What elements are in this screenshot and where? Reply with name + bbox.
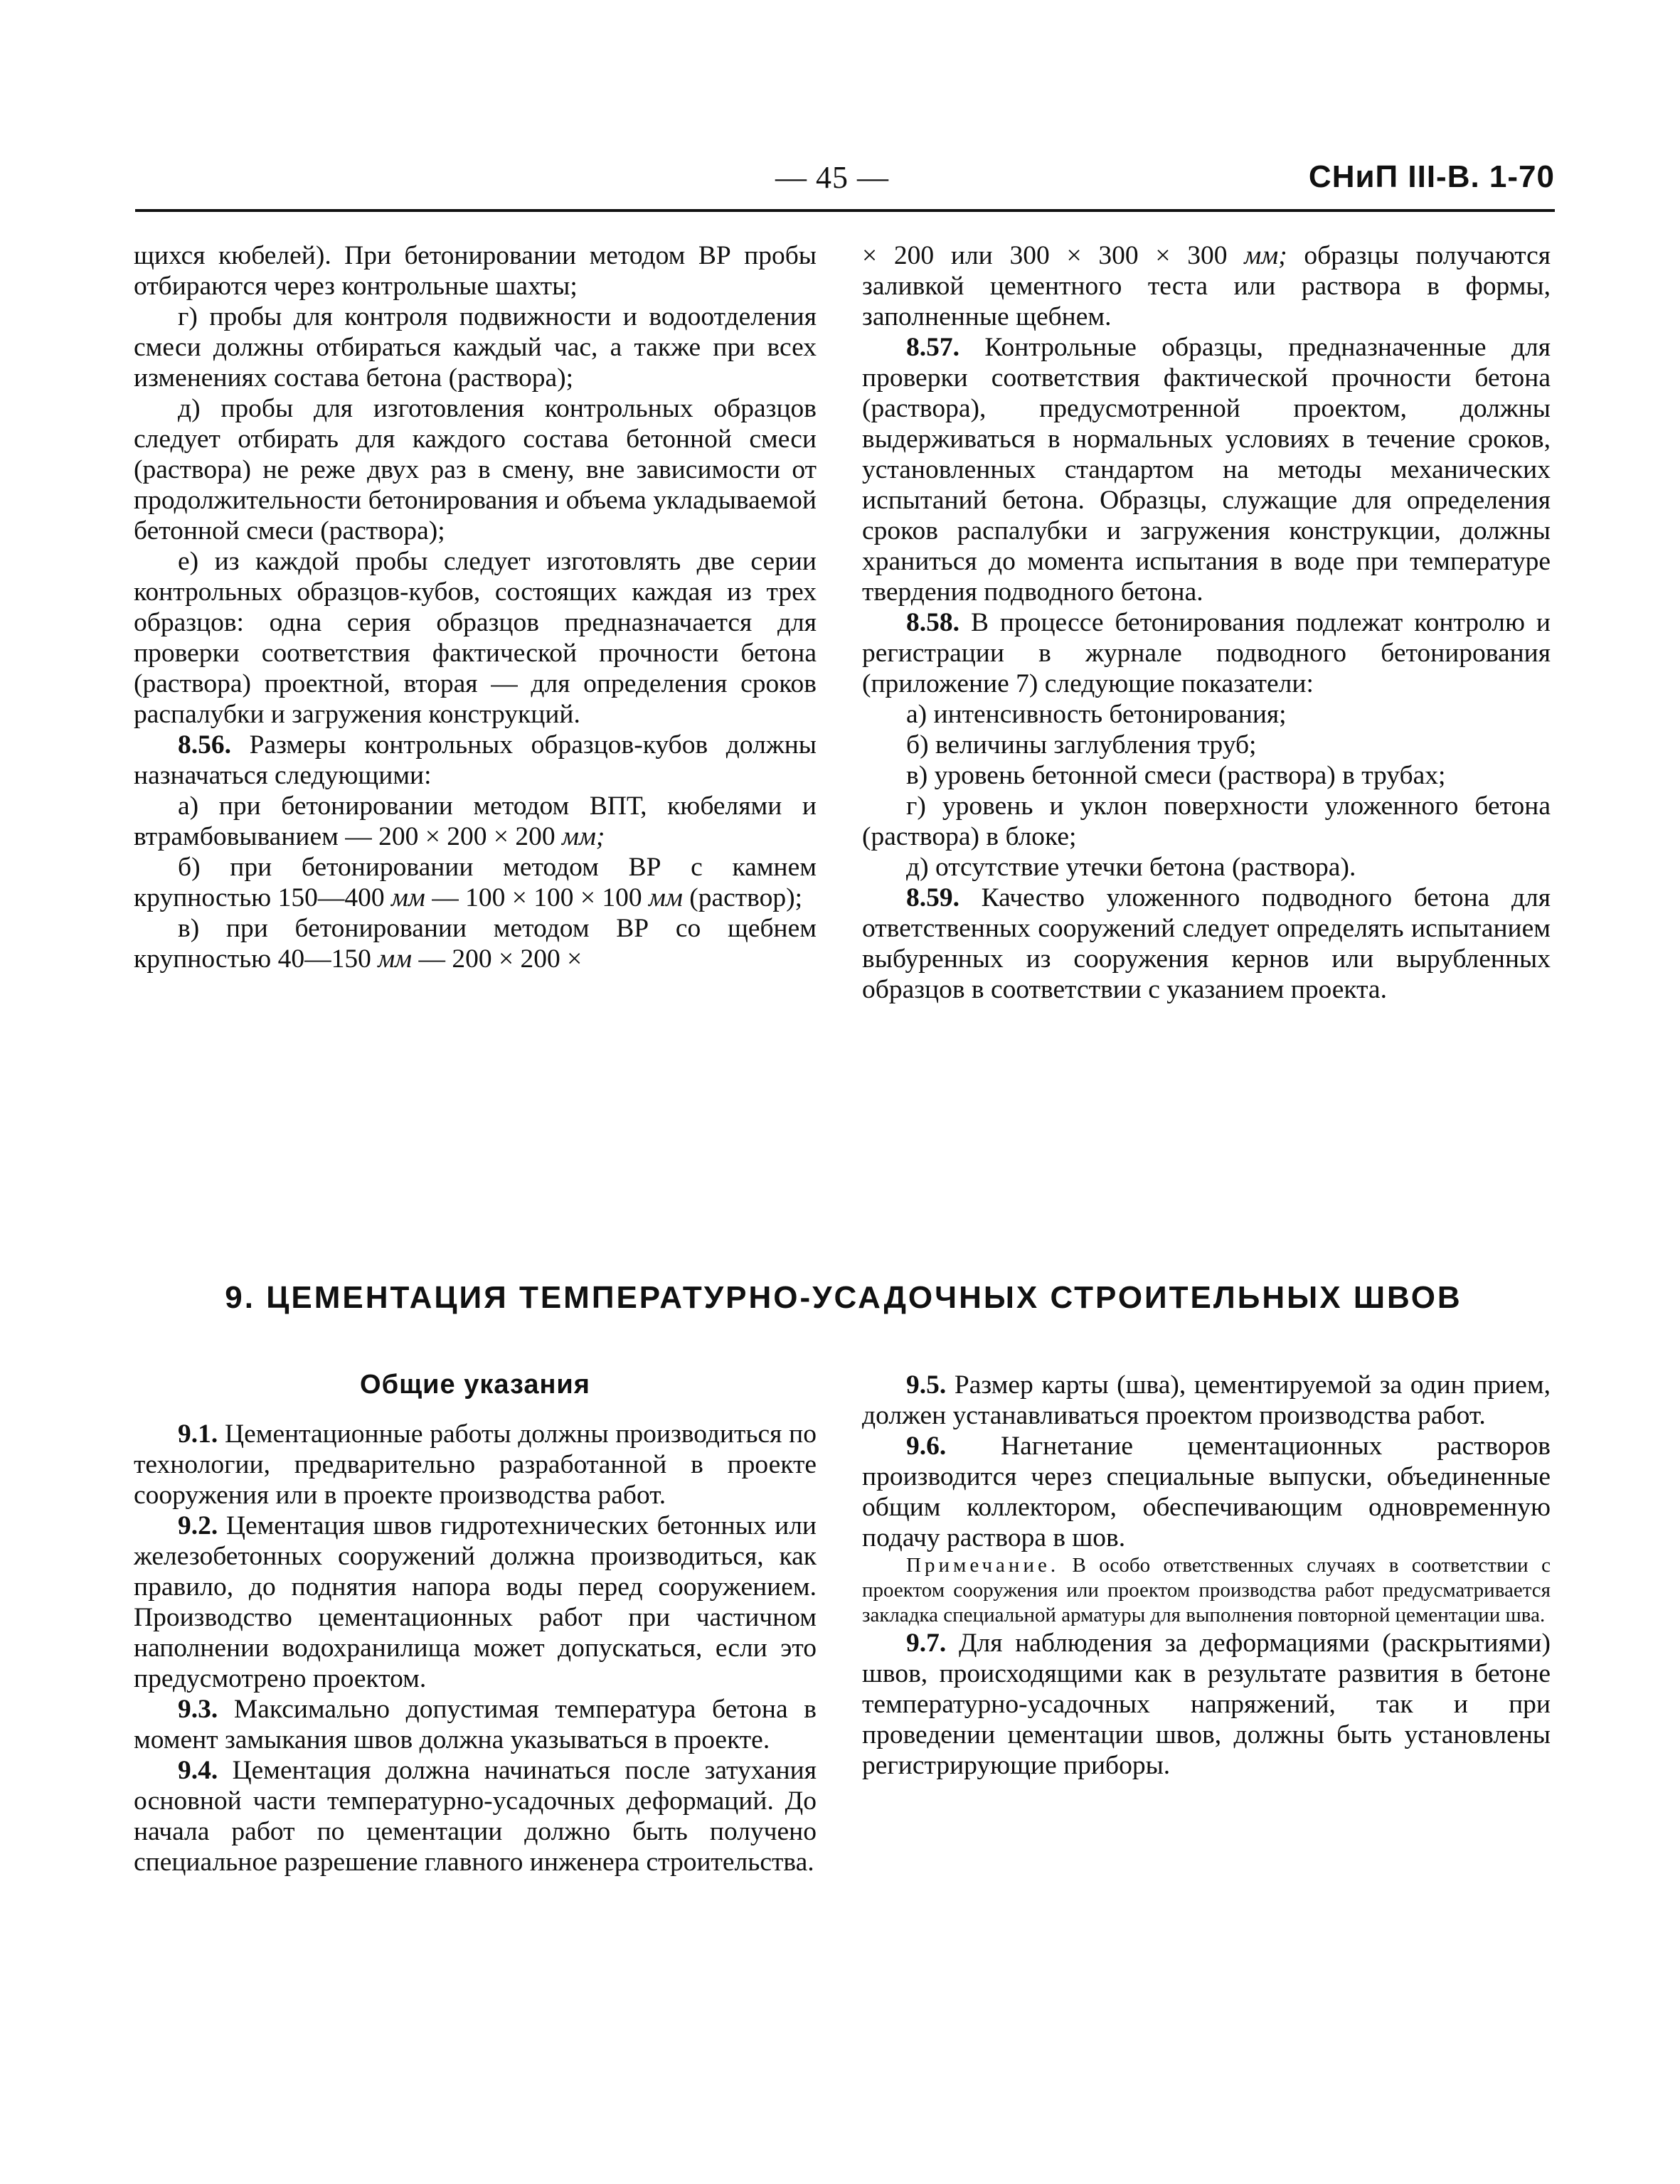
paragraph [134,1694,817,1755]
list-item: а) интенсивность бетонирования; [906,700,1287,729]
paragraph [862,1370,1551,1431]
paragraph [134,1511,817,1694]
clause-text: — 100 × 100 × 100 [425,883,649,912]
clause-number: 8.59. [906,883,959,912]
unit-text: мм; [1244,241,1287,270]
list-item: г) уровень и уклон поверхности уложенного бетона (раствора) в блоке; [862,792,1551,851]
paragraph [134,852,817,913]
document-code: СНиП III-В. 1-70 [1308,159,1555,194]
header-rule [135,209,1555,212]
clause-number: 9.2. [178,1511,218,1540]
paragraph: д) пробы для изготовления контрольных образцов следует отбирать для каждого состава бетонной смеси (раствора) не реже двух раз в смену, вне зависимости от продолжительности бетонирования и объема укладываемой бетонной смеси (раствора); [134,394,817,545]
clause-number: 9.7. [906,1629,947,1658]
page-number: — 45 — [775,160,889,195]
paragraph [134,730,817,791]
paragraph: г) пробы для контроля подвижности и водоотделения смеси должны отбираться каждый час, а также при всех изменениях состава бетона (раствора); [134,302,817,393]
subsection-title: Общие указания [360,1370,590,1400]
paragraph: щихся кюбелей). При бетонировании методом ВР пробы отбираются через контрольные шахты; [134,241,817,301]
note-text: В особо ответственных случаях в соответствии с проектом сооружения или проектом производства работ предусматривается закладка специальной арматуры для выполнения повторной цементации шва. [862,1554,1551,1626]
clause-text: Цементационные работы должны производиться по технологии, предварительно разработанной в проекте сооружения или в проекте производства работ. [134,1419,817,1510]
clause-text: Размер карты (шва), цементируемой за один прием, должен устанавливаться проектом производства работ. [862,1370,1551,1430]
paragraph [862,240,1551,332]
paragraph [134,791,817,852]
clause-number: 8.56. [178,730,231,760]
clause-text: образцы получаются заливкой цементного теста или раствора в формы, заполненные щебнем. [862,241,1551,331]
clause-text: Контрольные образцы, предназначенные для проверки соответствия фактической прочности бетона (раствора), предусмотренной проектом, должны выдерживаться в нормальных условиях в течение сроков, установленных стандартом на методы механических испытаний бетона. Образцы, служащие для определения сроков распалубки и загружения конструкции, должны храниться до момента испытания в воде при температуре твердения подводного бетона. [862,333,1551,607]
note [862,1553,1551,1628]
unit-text: мм [649,883,683,912]
list-item: в) уровень бетонной смеси (раствора) в трубах; [906,761,1446,790]
top-right-column [862,240,1551,1005]
paragraph: е) из каждой пробы следует изготовлять две серии контрольных образцов-кубов, состоящих каждая из трех образцов: одна серия образцов предназначается для проверки соответствия фактической прочности бетона (раствора) проектной, вторая — для определения сроков распалубки и загружения конструкций. [134,547,817,729]
paragraph [134,1419,817,1511]
top-left-column [134,240,817,974]
bottom-right-column [862,1370,1551,1781]
unit-text: мм [390,883,425,912]
clause-text: Цементация должна начинаться после затухания основной части температурно-усадочных деформаций. До начала работ по цементации должно быть получено специальное разрешение главного инженера строительства. [134,1756,817,1877]
paragraph [862,1628,1551,1781]
clause-text: Для наблюдения за деформациями (раскрытиями) швов, происходящими как в результате развития в бетоне температурно-усадочных напряжений, так и при проведении цементации швов, должны быть установлены регистрирующие приборы. [862,1629,1551,1780]
clause-number: 9.5. [906,1370,947,1400]
clause-text: Цементация швов гидротехнических бетонных или железобетонных сооружений должна производиться, как правило, до поднятия напора воды перед сооружением. Производство цементационных работ при частичном наполнении водохранилища может допускаться, если это предусмотрено проектом. [134,1511,817,1693]
clause-text: В процессе бетонирования подлежат контролю и регистрации в журнале подводного бетонирования (приложение 7) следующие показатели: [862,608,1551,698]
clause-text: Качество уложенного подводного бетона для ответственных сооружений следует определять испытанием выбуренных из сооружения кернов или вырубленных образцов в соответствии с указанием проекта. [862,883,1551,1004]
clause-text: Максимально допустимая температура бетона в момент замыкания швов должна указываться в проекте. [134,1695,817,1754]
unit-text: мм; [562,822,605,851]
clause-number: 9.1. [178,1419,218,1449]
clause-number: 8.58. [906,608,959,637]
unit-text: мм [378,944,413,974]
paragraph [862,332,1551,607]
clause-text: Нагнетание цементационных растворов производится через специальные выпуски, объединенные общим коллектором, обеспечивающим одновременную подачу раствора в шов. [862,1432,1551,1552]
note-label: Примечание. [906,1554,1060,1577]
clause-text: × 200 или 300 × 300 × 300 [862,241,1245,270]
paragraph [134,1755,817,1877]
clause-text: а) при бетонировании методом ВПТ, кюбелями и втрамбовыванием — 200 × 200 × 200 [134,792,817,851]
clause-number: 9.3. [178,1695,218,1724]
list-item: д) отсутствие утечки бетона (раствора). [906,853,1356,882]
clause-text: в) при бетонировании методом ВР со щебнем крупностью 40—150 [134,914,817,974]
section-title: 9. ЦЕМЕНТАЦИЯ ТЕМПЕРАТУРНО-УСАДОЧНЫХ СТРОИТЕЛЬНЫХ ШВОВ [225,1280,1462,1315]
clause-text: (раствор); [682,883,803,912]
paragraph [862,1431,1551,1553]
page-header [135,159,1555,209]
paragraph [862,607,1551,699]
paragraph [134,913,817,974]
clause-text: б) при бетонировании методом ВР с камнем крупностью 150—400 [134,853,817,912]
clause-text: Размеры контрольных образцов-кубов должны назначаться следующими: [134,730,817,790]
clause-number: 9.4. [178,1756,218,1785]
list-item: б) величины заглубления труб; [906,730,1257,760]
clause-number: 9.6. [906,1432,947,1461]
clause-text: — 200 × 200 × [412,944,583,974]
bottom-left-column [134,1370,817,1877]
clause-number: 8.57. [906,333,959,362]
paragraph [862,883,1551,1005]
